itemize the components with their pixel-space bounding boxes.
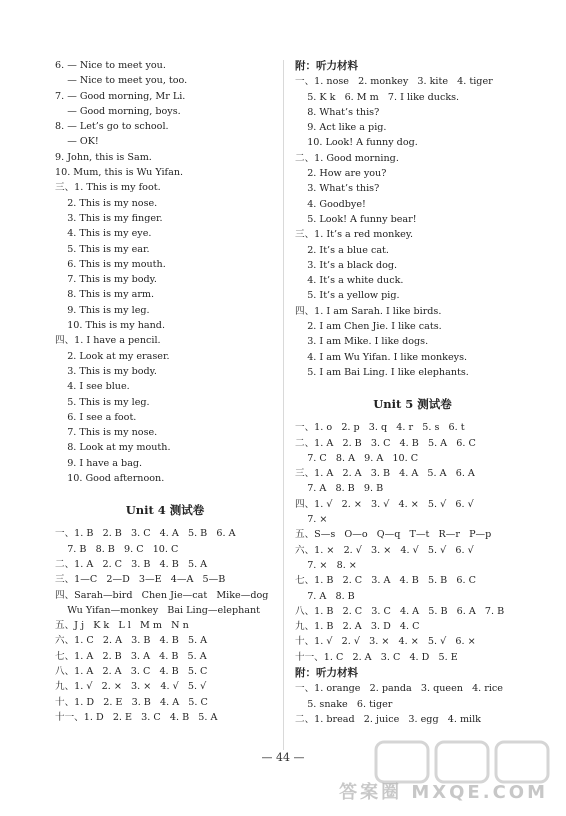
answer-line: 2. I am Chen Jie. I like cats. <box>295 321 442 333</box>
answer-line: 9. I have a bag. <box>55 457 143 469</box>
answer-line: 7. — Good morning, Mr Li. <box>55 90 186 102</box>
answer-line: — Good morning, boys. <box>55 105 181 117</box>
answer-line: 9. John, this is Sam. <box>55 151 152 163</box>
answer-line: 四、1. I am Sarah. I like birds. <box>295 305 442 317</box>
answer-line: 十一、1. D 2. E 3. C 4. B 5. A <box>55 711 218 723</box>
answer-line: 二、1. bread 2. juice 3. egg 4. milk <box>295 713 481 725</box>
answer-line: 5. Look! A funny bear! <box>295 213 417 225</box>
answer-line: 4. Goodbye! <box>295 198 366 210</box>
answer-line: 9. Act like a pig. <box>295 122 387 134</box>
answer-line: 10. Good afternoon. <box>55 473 165 485</box>
answer-line: — OK! <box>55 136 99 148</box>
answer-line: 五、J j K k L l M m N n <box>55 620 189 632</box>
answer-line: 7. × 8. × <box>295 559 357 571</box>
answer-line: 5. snake 6. tiger <box>295 698 393 710</box>
answer-line: 四、Sarah—bird Chen Jie—cat Mike—dog <box>55 589 269 601</box>
answer-line: 3. It’s a black dog. <box>295 259 398 271</box>
answer-line: 3. What’s this? <box>295 183 380 195</box>
column-divider <box>283 60 284 750</box>
answer-line: 一、1. B 2. B 3. C 4. A 5. B 6. A <box>55 528 236 540</box>
answer-line: — Nice to meet you, too. <box>55 75 188 87</box>
answer-line: 4. It’s a white duck. <box>295 275 404 287</box>
section-heading: 附：听力材料 <box>295 60 358 72</box>
answer-line: 九、1. √ 2. × 3. × 4. √ 5. √ <box>55 681 207 693</box>
answer-line: 二、1. A 2. C 3. B 4. B 5. A <box>55 558 208 570</box>
watermark-text: 答案圈 MXQE.COM <box>339 782 548 803</box>
answer-line: 八、1. B 2. C 3. C 4. A 5. B 6. A 7. B <box>295 605 505 617</box>
answer-line: 5. This is my leg. <box>55 396 150 408</box>
answer-line: 5. K k 6. M m 7. I like ducks. <box>295 91 460 103</box>
answer-line: 五、S—s O—o Q—q T—t R—r P—p <box>295 529 492 541</box>
answer-line: 5. It’s a yellow pig. <box>295 290 400 302</box>
answer-line: 5. This is my ear. <box>55 243 150 255</box>
answer-line: 2. Look at my eraser. <box>55 350 170 362</box>
answer-line: 2. How are you? <box>295 168 387 180</box>
answer-line: 一、1. orange 2. panda 3. queen 4. rice <box>295 683 503 695</box>
answer-line: 2. This is my nose. <box>55 197 158 209</box>
answer-line: 十、1. D 2. E 3. B 4. A 5. C <box>55 696 208 708</box>
answer-line: 三、1. A 2. A 3. B 4. A 5. A 6. A <box>295 468 475 480</box>
answer-line: 2. It’s a blue cat. <box>295 244 389 256</box>
right-column <box>295 58 530 727</box>
answer-line: 3. I am Mike. I like dogs. <box>295 336 429 348</box>
answer-line: 8. This is my arm. <box>55 289 155 301</box>
answer-line: 6. — Nice to meet you. <box>55 60 166 71</box>
answer-line: 7. This is my nose. <box>55 427 158 439</box>
answer-line: 7. B 8. B 9. C 10. C <box>55 543 179 555</box>
answer-line: 9. This is my leg. <box>55 304 150 316</box>
answer-line: 一、1. o 2. p 3. q 4. r 5. s 6. t <box>295 422 465 434</box>
answer-line: Wu Yifan—monkey Bai Ling—elephant <box>55 604 261 616</box>
answer-line: 八、1. A 2. A 3. C 4. B 5. C <box>55 665 208 677</box>
answer-line: 十、1. √ 2. √ 3. × 4. × 5. √ 6. × <box>295 636 476 648</box>
unit-heading: Unit 5 测试卷 <box>373 397 452 412</box>
answer-line: 4. This is my eye. <box>55 228 152 240</box>
section-heading: 附：听力材料 <box>295 666 358 679</box>
answer-line: 七、1. B 2. C 3. A 4. B 5. B 6. C <box>295 575 476 587</box>
unit-heading: Unit 4 测试卷 <box>125 503 205 518</box>
answer-line: 六、1. C 2. A 3. B 4. B 5. A <box>55 635 208 647</box>
answer-line: 8. Look at my mouth. <box>55 442 171 454</box>
answer-line: 二、1. Good morning. <box>295 152 399 164</box>
answer-line: 4. I see blue. <box>55 381 130 393</box>
page-number: — 44 — <box>261 751 305 764</box>
answer-line: 三、1. It’s a red monkey. <box>295 229 414 241</box>
answer-line: 三、1. This is my foot. <box>55 182 161 194</box>
answer-line: 6. This is my mouth. <box>55 258 166 270</box>
answer-line: 3. This is my body. <box>55 365 157 377</box>
answer-line: 九、1. B 2. A 3. D 4. C <box>295 621 420 633</box>
answer-line: 7. C 8. A 9. A 10. C <box>295 452 419 464</box>
answer-line: 7. A 8. B 9. B <box>295 483 384 495</box>
answer-line: 二、1. A 2. B 3. C 4. B 5. A 6. C <box>295 437 476 449</box>
answer-line: 一、1. nose 2. monkey 3. kite 4. tiger <box>295 76 493 88</box>
answer-line: 十一、1. C 2. A 3. C 4. D 5. E <box>295 651 458 663</box>
answer-line: 7. This is my body. <box>55 274 157 286</box>
answer-line: 四、1. I have a pencil. <box>55 335 161 347</box>
answer-line: 七、1. A 2. B 3. A 4. B 5. A <box>55 650 207 662</box>
answer-line: 10. Look! A funny dog. <box>295 137 418 149</box>
answer-line: 8. What’s this? <box>295 106 380 118</box>
answer-line: 六、1. × 2. √ 3. × 4. √ 5. √ 6. √ <box>295 544 474 556</box>
answer-line: 6. I see a foot. <box>55 411 137 423</box>
answer-line: 4. I am Wu Yifan. I like monkeys. <box>295 351 468 363</box>
answer-line: 8. — Let’s go to school. <box>55 121 169 133</box>
answer-line: 3. This is my finger. <box>55 212 163 224</box>
answer-line: 5. I am Bai Ling. I like elephants. <box>295 366 469 378</box>
answer-line: 7. A 8. B <box>295 590 355 602</box>
answer-line: 三、1—C 2—D 3—E 4—A 5—B <box>55 574 226 586</box>
answer-line: 10. This is my hand. <box>55 320 166 332</box>
left-column <box>55 58 275 725</box>
answer-line: 四、1. √ 2. × 3. √ 4. × 5. √ 6. √ <box>295 498 474 510</box>
answer-line: 7. × <box>295 514 328 526</box>
answer-line: 10. Mum, this is Wu Yifan. <box>55 167 184 179</box>
